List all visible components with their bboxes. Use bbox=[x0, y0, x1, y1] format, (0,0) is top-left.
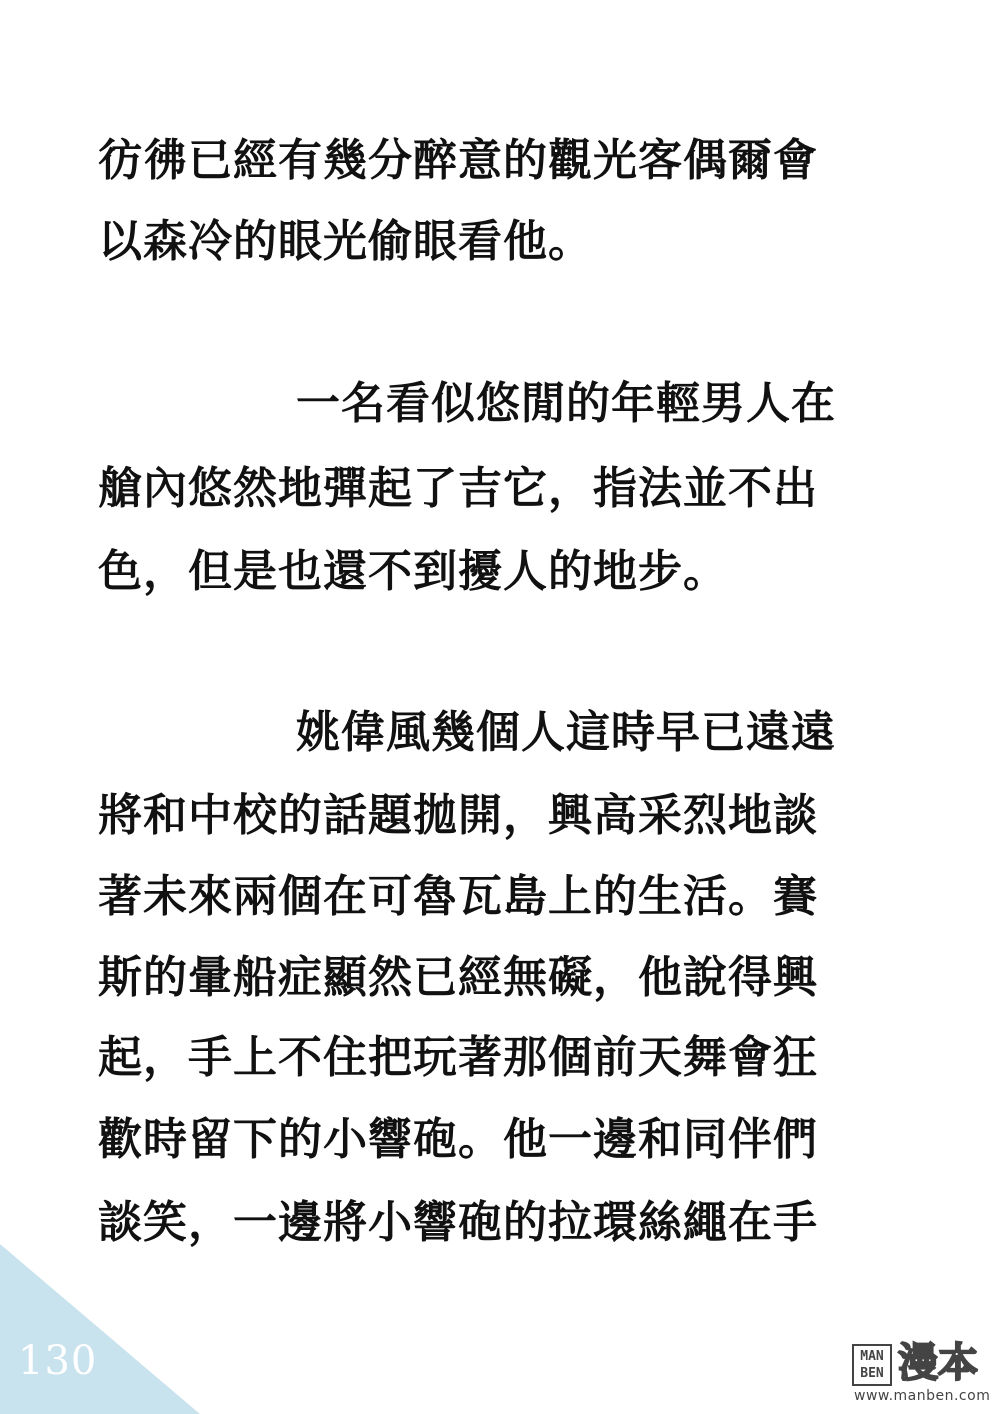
text-line: 將和中校的話題拋開，興高采烈地談 bbox=[98, 790, 818, 841]
text-line: 起，手上不住把玩著那個前天舞會狂 bbox=[98, 1032, 818, 1083]
text-line: 歡時留下的小響砲。他一邊和同伴們 bbox=[98, 1114, 818, 1165]
text-line: 艙內悠然地彈起了吉它，指法並不出 bbox=[98, 463, 818, 514]
watermark-text: 漫本 bbox=[898, 1340, 978, 1386]
corner-decoration bbox=[0, 1244, 200, 1414]
page-number: 130 bbox=[18, 1338, 98, 1384]
text-line: 彷彿已經有幾分醉意的觀光客偶爾會 bbox=[98, 135, 818, 186]
text-line: 談笑，一邊將小響砲的拉環絲繩在手 bbox=[98, 1197, 818, 1248]
watermark-box-bottom: BEN bbox=[860, 1366, 884, 1381]
watermark-url: www.manben.com bbox=[854, 1388, 991, 1404]
text-line: 色，但是也還不到擾人的地步。 bbox=[98, 546, 728, 597]
text-line: 著未來兩個在可魯瓦島上的生活。賽 bbox=[98, 871, 818, 922]
text-line-indented: 一名看似悠閒的年輕男人在 bbox=[296, 378, 836, 429]
watermark-box-top: MAN bbox=[860, 1349, 884, 1364]
watermark-logo bbox=[852, 1336, 990, 1406]
watermark-box bbox=[852, 1344, 892, 1386]
text-line: 以森冷的眼光偷眼看他。 bbox=[98, 216, 593, 267]
text-line: 斯的暈船症顯然已經無礙，他說得興 bbox=[98, 952, 818, 1003]
text-line-indented: 姚偉風幾個人這時早已遠遠 bbox=[296, 707, 836, 758]
